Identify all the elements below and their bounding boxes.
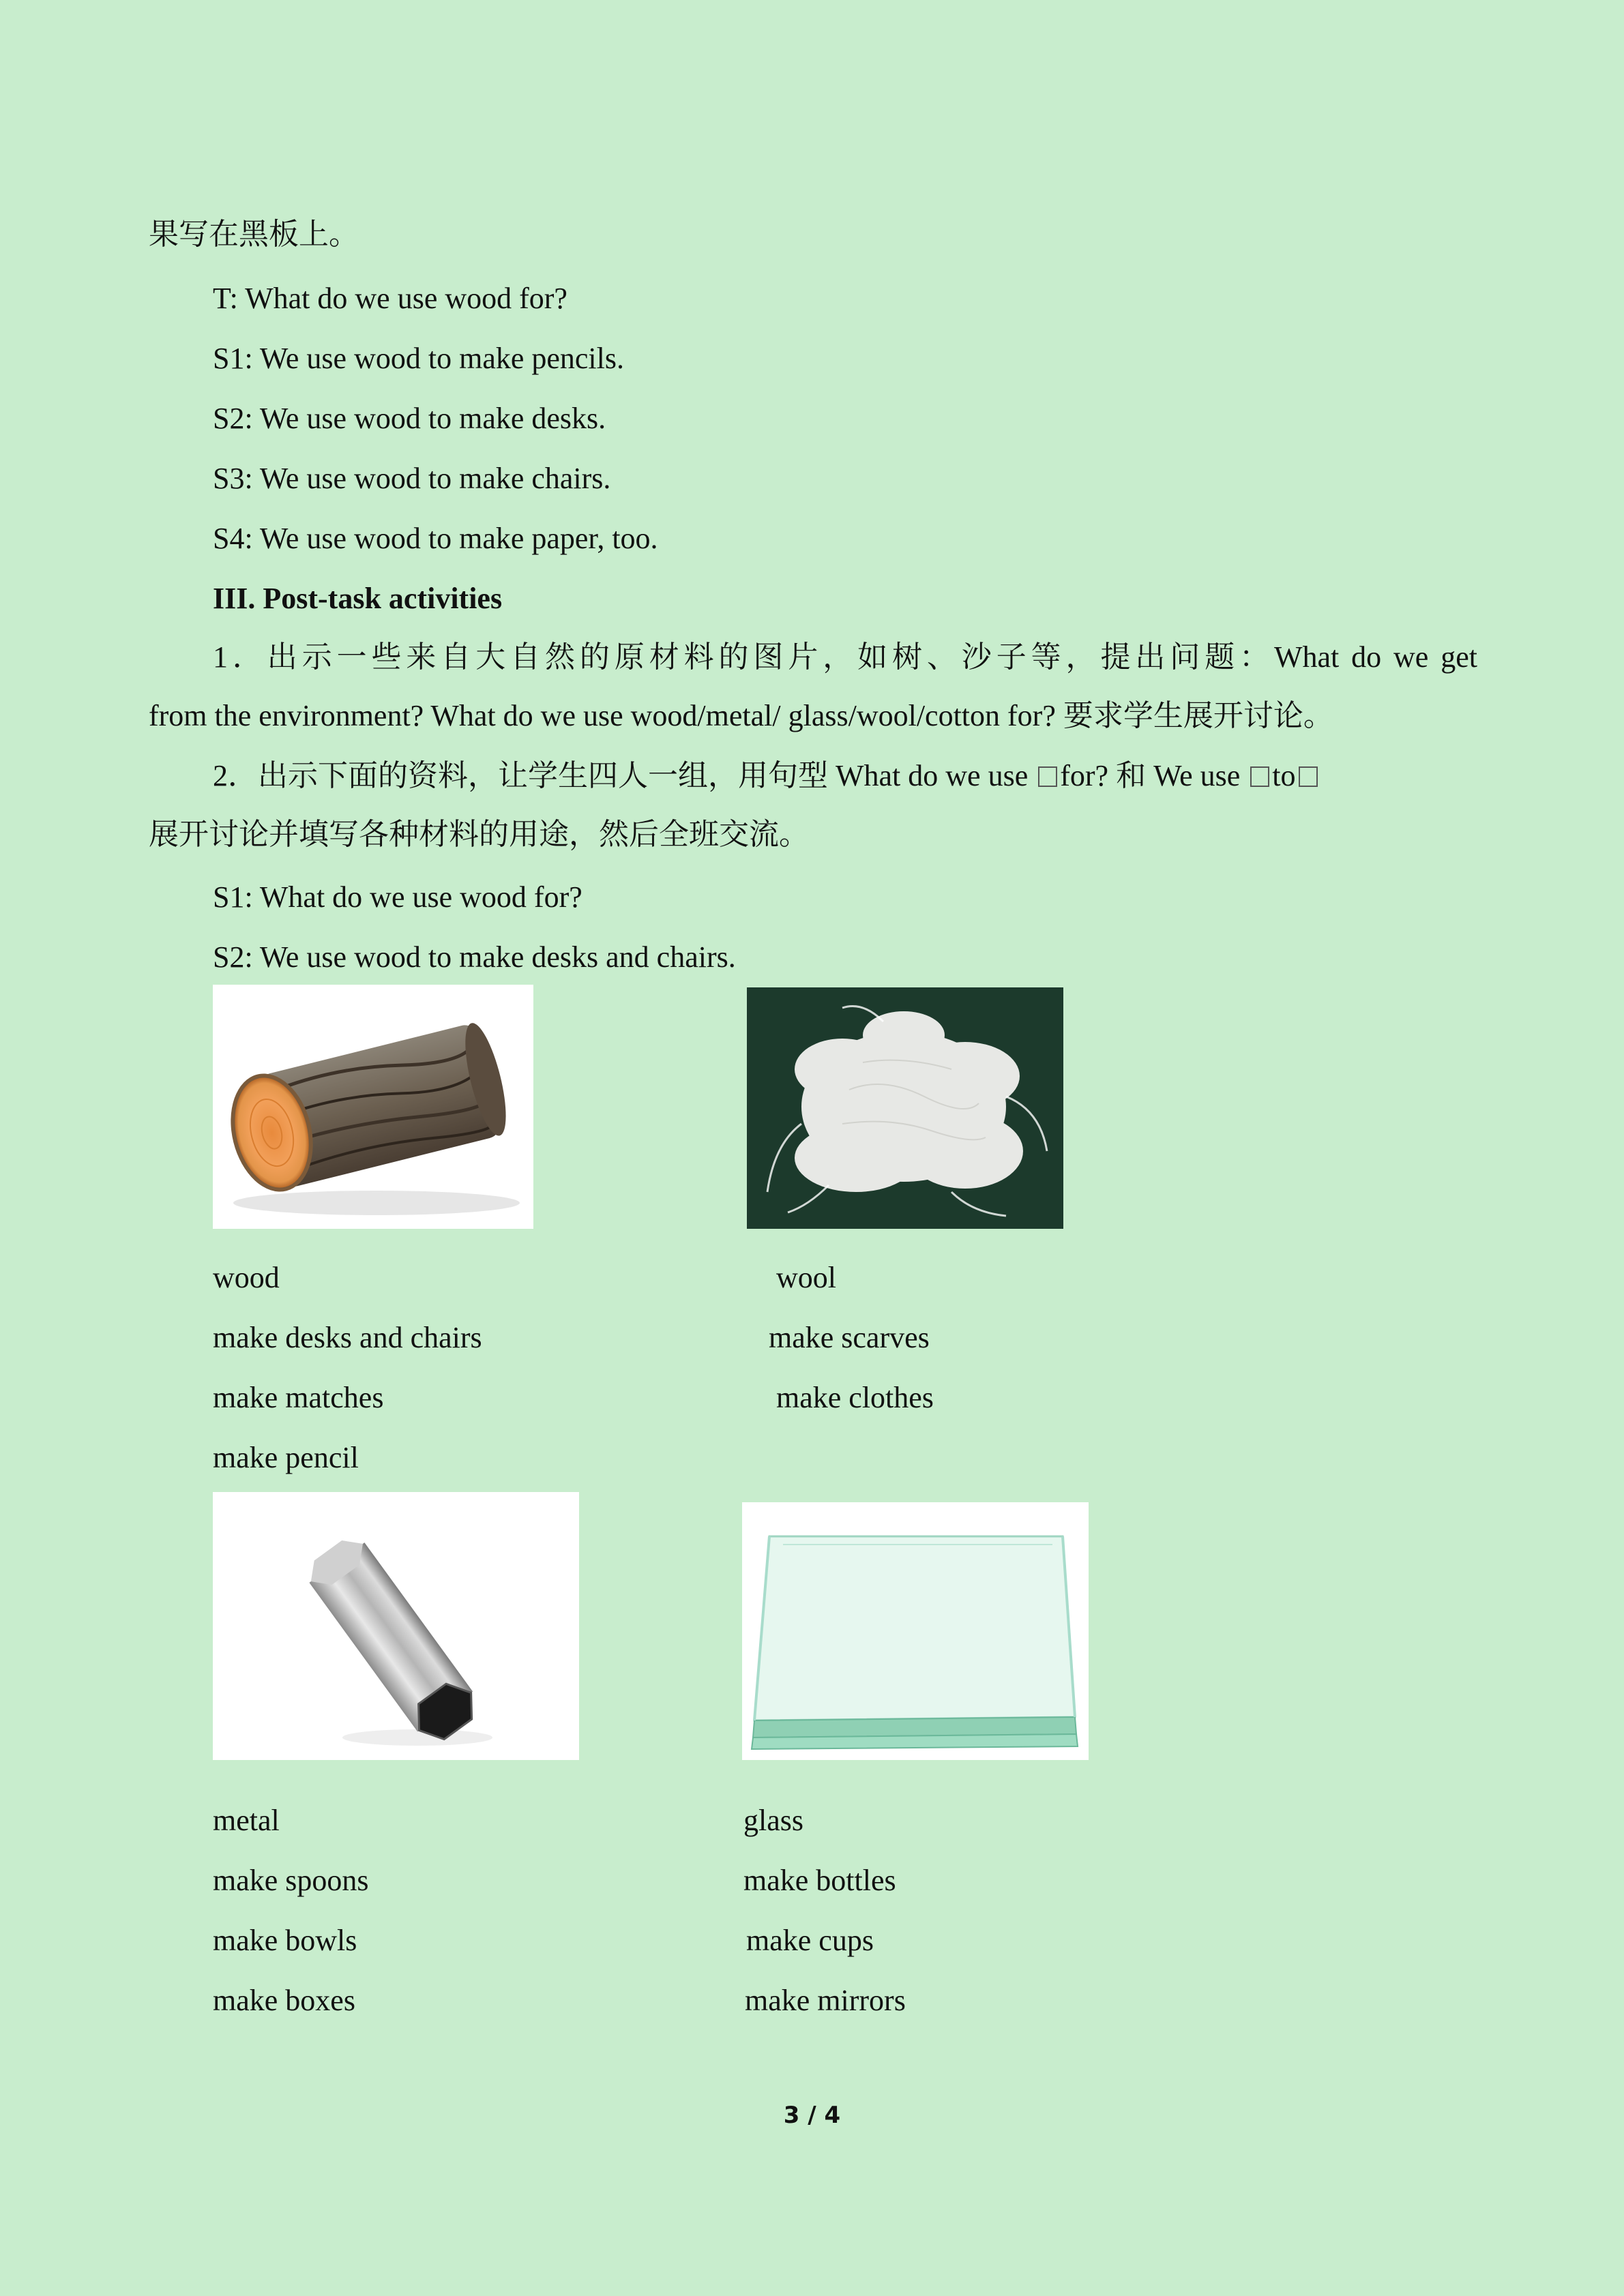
paragraph-2-text-c: to xyxy=(1272,759,1296,792)
blank-box xyxy=(1038,766,1057,787)
section-heading: III. Post-task activities xyxy=(213,582,503,615)
student-answer-4: S4: We use wood to make paper, too. xyxy=(213,522,658,555)
paragraph-2-line-2: 展开讨论并填写各种材料的用途，然后全班交流。 xyxy=(149,818,809,851)
metal-use-1: make spoons xyxy=(213,1864,369,1897)
metal-use-2: make bowls xyxy=(213,1924,357,1957)
glass-use-1: make bottles xyxy=(743,1864,896,1897)
wool-image xyxy=(747,987,1063,1229)
wool-label: wool xyxy=(776,1261,836,1294)
student-answer-3: S3: We use wood to make chairs. xyxy=(213,462,611,495)
text-line: 果写在黑板上。 xyxy=(149,218,359,251)
dialogue-s2: S2: We use wood to make desks and chairs. xyxy=(213,940,736,974)
paragraph-1-line-1: 1．出示一些来自大自然的原材料的图片，如树、沙子等，提出问题：What do we get xyxy=(213,640,1477,674)
wool-use-2: make clothes xyxy=(776,1381,934,1414)
paragraph-2-text-a: 2．出示下面的资料，让学生四人一组，用句型 What do we use xyxy=(213,759,1036,792)
glass-use-3: make mirrors xyxy=(745,1984,906,2017)
wood-use-2: make matches xyxy=(213,1381,384,1414)
teacher-question: T: What do we use wood for? xyxy=(213,282,567,315)
paragraph-2-text-b: for? 和 We use xyxy=(1060,759,1248,792)
student-answer-1: S1: We use wood to make pencils. xyxy=(213,342,625,375)
wood-use-1: make desks and chairs xyxy=(213,1321,482,1354)
blank-box xyxy=(1250,766,1269,787)
wood-log-image xyxy=(213,985,533,1229)
metal-bar-image xyxy=(213,1492,579,1760)
dialogue-s1: S1: What do we use wood for? xyxy=(213,880,582,914)
wood-use-3: make pencil xyxy=(213,1441,359,1474)
wood-label: wood xyxy=(213,1261,280,1294)
paragraph-2-line-1 xyxy=(213,757,1477,795)
metal-label: metal xyxy=(213,1804,280,1837)
glass-use-2: make cups xyxy=(746,1924,874,1957)
wool-use-1: make scarves xyxy=(769,1321,930,1354)
glass-sheet-image xyxy=(742,1502,1089,1760)
metal-use-3: make boxes xyxy=(213,1984,355,2017)
student-answer-2: S2: We use wood to make desks. xyxy=(213,402,606,435)
glass-label: glass xyxy=(743,1804,803,1837)
paragraph-1-line-2: from the environment? What do we use wood/metal/ glass/wool/cotton for? 要求学生展开讨论。 xyxy=(149,699,1333,732)
blank-box xyxy=(1299,766,1318,787)
page-number: 3 / 4 xyxy=(783,2102,841,2129)
